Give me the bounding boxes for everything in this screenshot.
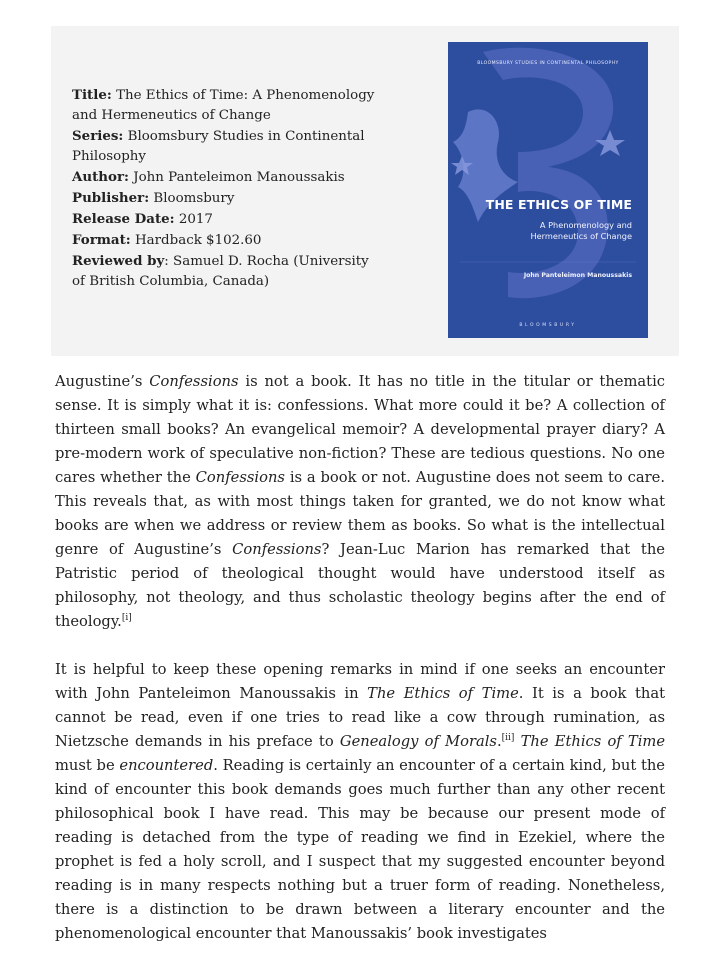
italic-title: The Ethics of Time	[367, 685, 519, 702]
italic-title: Confessions	[195, 469, 285, 486]
text-run: Augustine’s	[55, 373, 150, 390]
reviewer-row: Reviewed by: Samuel D. Rocha (University of British Columbia, Canada)	[72, 253, 369, 289]
footnote-link[interactable]: [i]	[121, 613, 132, 624]
italic-emphasis: encountered	[119, 757, 214, 774]
format-label: Format:	[72, 232, 131, 248]
review-body	[55, 370, 665, 970]
author-label: Author:	[72, 169, 129, 185]
book-info-box	[51, 26, 679, 356]
release-row	[72, 209, 382, 230]
book-format: Hardback $102.60	[135, 233, 262, 248]
book-title: The Ethics of Time: A Phenomenology and Hermeneutics of Change	[72, 88, 375, 123]
book-cover-image	[448, 42, 648, 338]
release-date: 2017	[178, 212, 213, 227]
book-series: Bloomsbury Studies in Continental Philosophy	[72, 129, 365, 164]
publisher-label: Publisher:	[72, 190, 150, 206]
text-run: It is helpful to keep these opening remarks in mind if one seeks an encounter with John Panteleimon Manoussakis in	[55, 661, 665, 702]
title-row	[72, 85, 382, 126]
format-row	[72, 230, 382, 251]
series-row	[72, 126, 382, 167]
reviewer: Samuel D. Rocha (University of British Columbia, Canada)	[72, 254, 369, 289]
text-run: must be	[55, 757, 120, 774]
paragraph	[55, 658, 665, 946]
cover-subtitle-line: Hermeneutics of Change	[530, 231, 632, 241]
footnote-link[interactable]: [ii]	[501, 733, 515, 744]
italic-title: Genealogy of Morals	[339, 733, 497, 750]
reviewed-label: Reviewed by	[72, 253, 165, 269]
italic-title: Confessions	[232, 541, 322, 558]
series-label: Series:	[72, 128, 124, 144]
cover-author-text: John Panteleimon Manoussakis	[523, 272, 632, 279]
italic-title: The Ethics of Time	[520, 733, 666, 750]
text-run: . It is a book that cannot be read, even if one tries to read like a cow through rumination, as Nietzsche demands in his preface to	[55, 685, 666, 750]
text-run: is not a book. It has no title in the titular or thematic sense. It is simply what it is: confessions. What more could it be? A collection of thirteen small books? An evangelical memoir? A developmental prayer diary? A pre-modern work of speculative non-fiction? These are tedious questions. No one cares whether the	[55, 373, 665, 486]
cover-subtitle-line: A Phenomenology and	[539, 220, 632, 230]
release-label: Release Date:	[72, 211, 175, 227]
cover-subtitle	[482, 220, 632, 242]
book-author: John Panteleimon Manoussakis	[133, 170, 345, 185]
text-run: ? Jean-Luc Marion has remarked that the Patristic period of theological thought would have understood itself as philosophy, not theology, and thus scholastic theology begins after the end of theology.	[55, 541, 665, 630]
title-label: Title:	[72, 87, 112, 103]
cover-publisher-text: BLOOMSBURY	[519, 323, 577, 328]
paragraph	[55, 370, 665, 634]
publisher-row	[72, 188, 382, 209]
text-run: . Reading is certainly an encounter of a certain kind, but the kind of encounter this book demands goes much further than any other recent philosophical book I have read. This may be because our present mode of reading is detached from the type of reading we find in Ezekiel, where the prophet is fed a holy scroll, and I suspect that my suggested encounter beyond reading is in many respects nothing but a truer form of reading. Nonetheless, there is a distinction to be drawn between a literary encounter and the phenomenological encounter that Manoussakis’ book investigates	[55, 757, 665, 942]
text-run: is a book or not. Augustine does not seem to care. This reveals that, as with most things taken for granted, we do not know what books are when we address or review them as books. So what is the intellectual genre of Augustine’s	[55, 469, 665, 558]
cover-title-text: THE ETHICS OF TIME	[485, 197, 632, 212]
cover-artwork	[448, 42, 648, 338]
cover-series-text: BLOOMSBURY STUDIES IN CONTINENTAL PHILOSOPHY	[477, 61, 619, 66]
book-publisher: Bloomsbury	[153, 191, 235, 206]
author-row	[72, 167, 382, 188]
book-metadata	[72, 85, 382, 292]
text-run: .	[496, 733, 502, 750]
italic-title: Confessions	[149, 373, 239, 390]
